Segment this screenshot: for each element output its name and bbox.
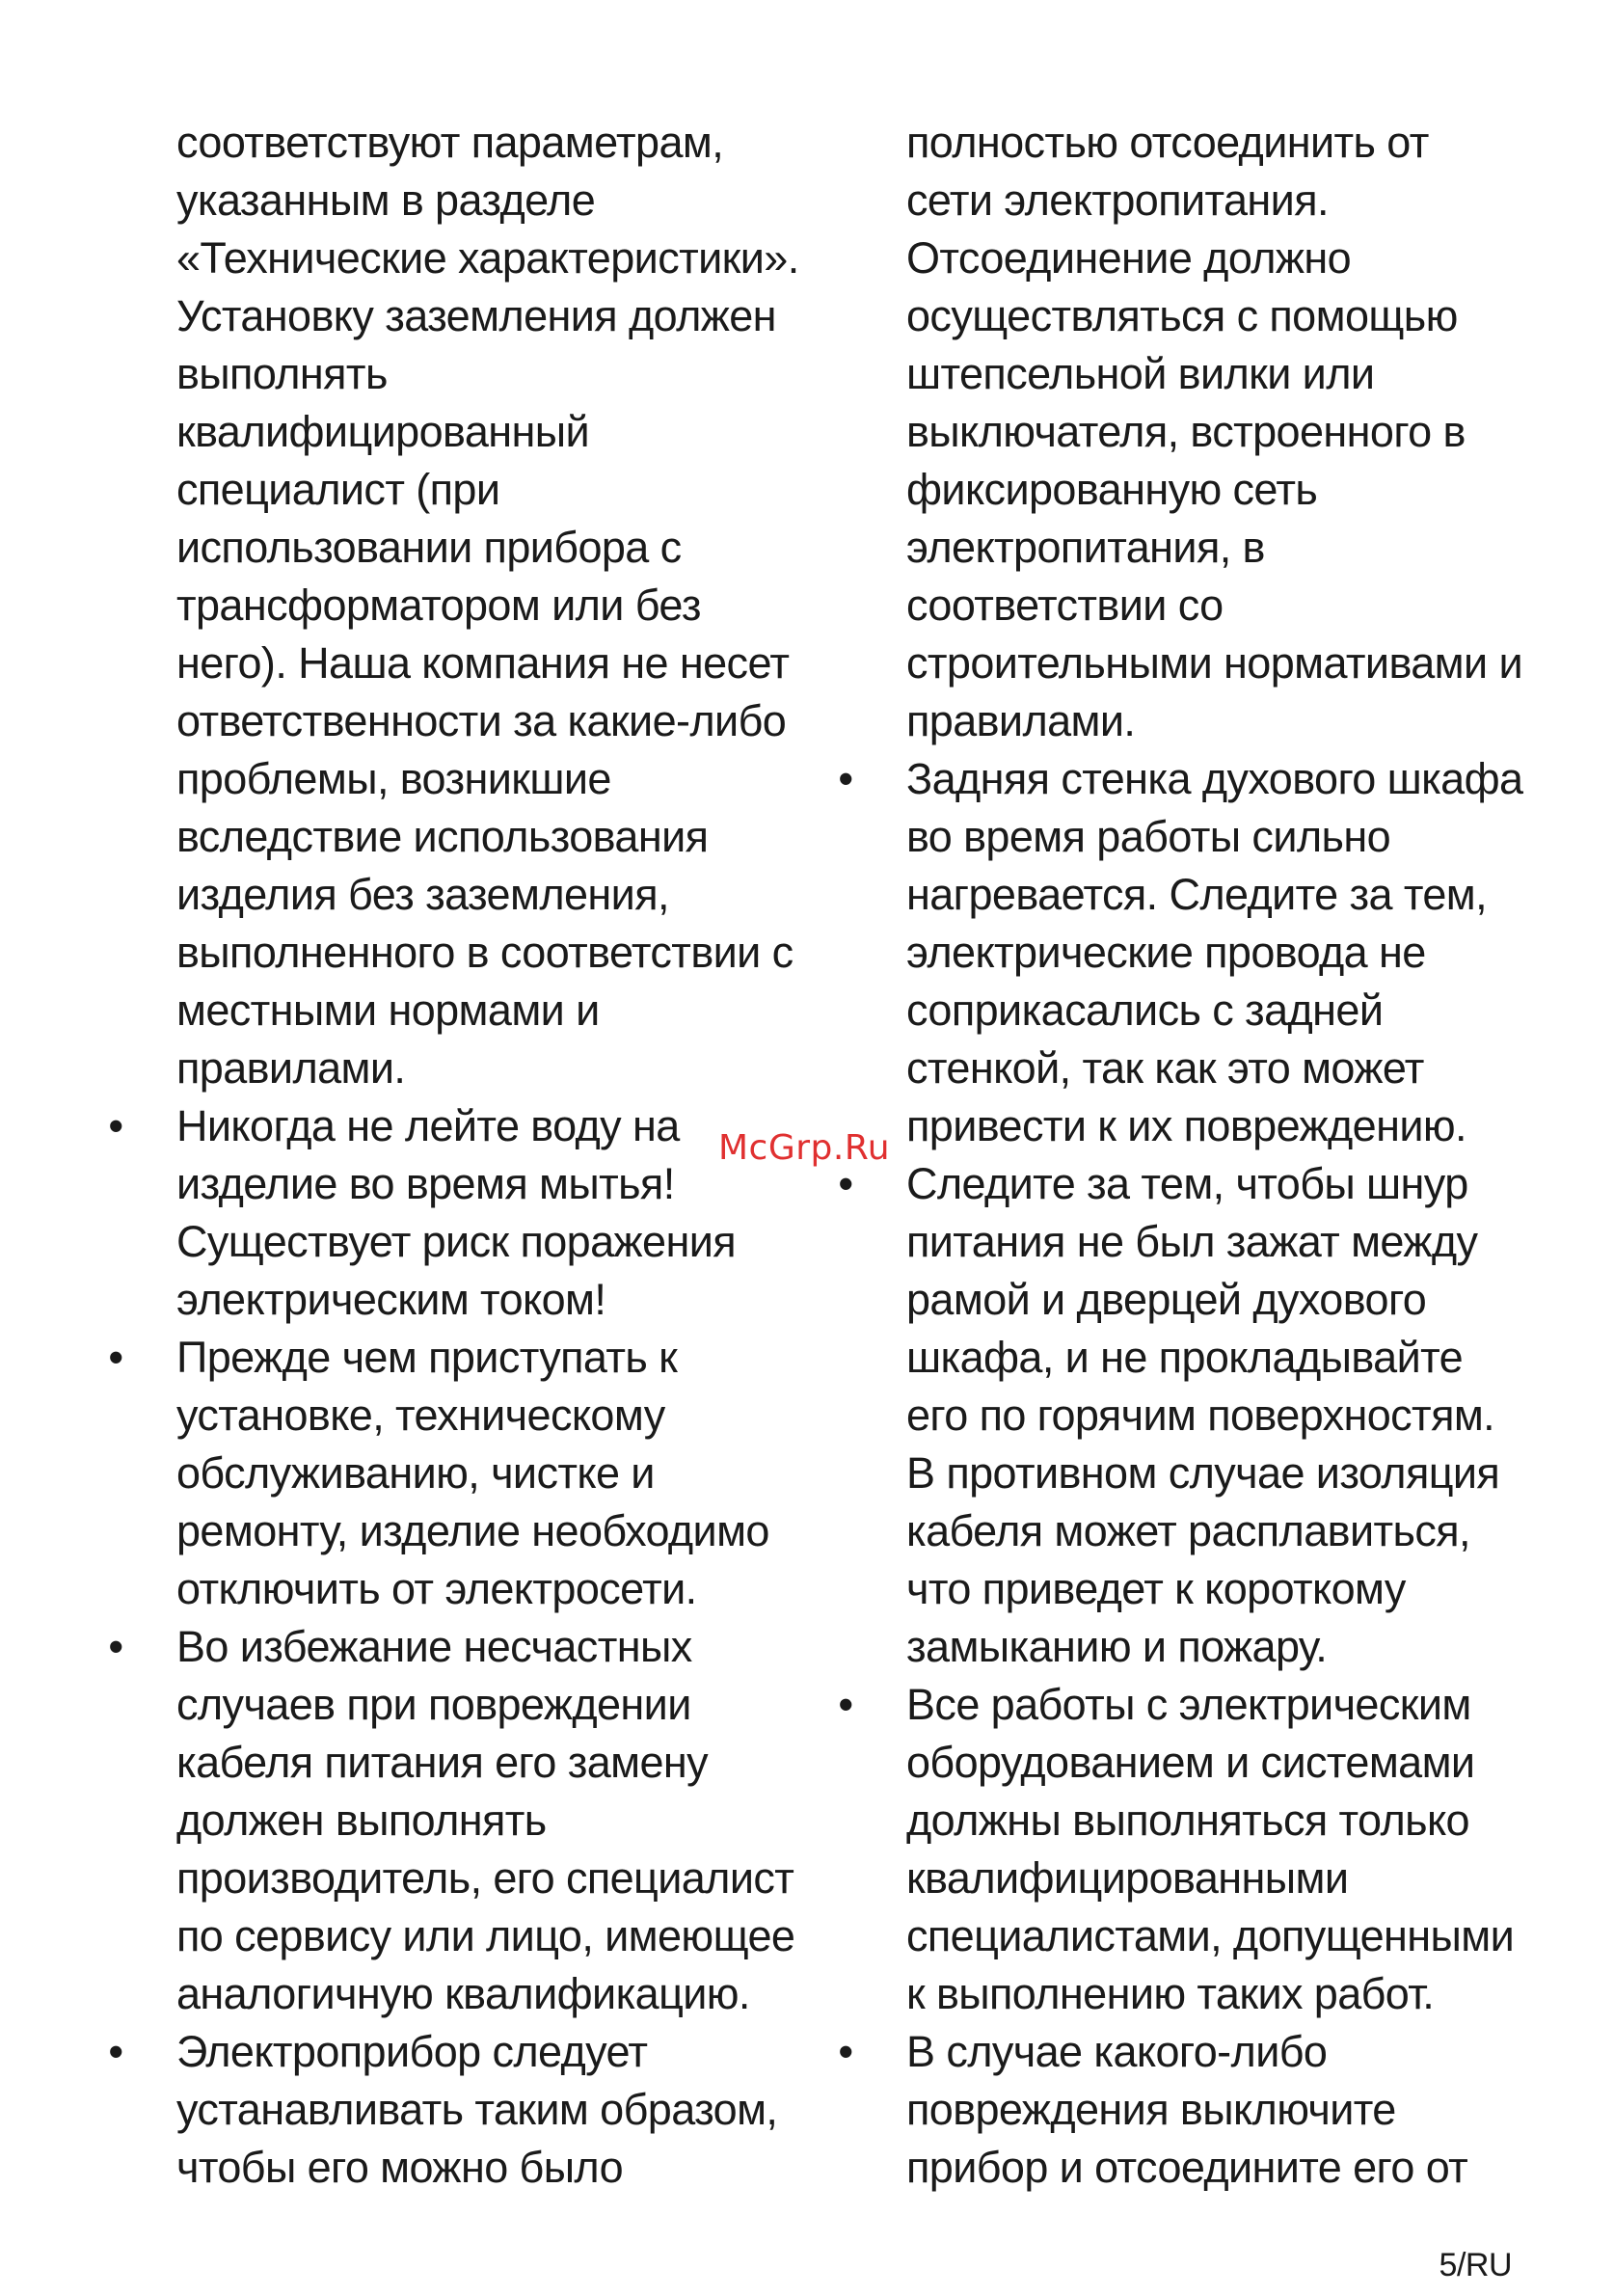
line-text: установке, техническому	[176, 1391, 665, 1440]
line-text: осуществляться с помощью	[906, 291, 1458, 340]
bullet-item-line	[104, 1097, 798, 1155]
line-text: изделия без заземления,	[176, 870, 669, 919]
line-text: ответственности за какие-либо	[176, 696, 787, 745]
line-text: повреждения выключите	[906, 2085, 1396, 2134]
line-text: прибор и отсоедините его от	[906, 2143, 1468, 2192]
text-line	[104, 2081, 798, 2139]
text-line	[834, 577, 1528, 635]
text-line	[834, 1387, 1528, 1445]
text-line	[834, 114, 1528, 172]
line-text: во время работы сильно	[906, 812, 1391, 861]
line-text: что приведет к короткому	[906, 1564, 1406, 1613]
bullet-marker: •	[108, 1101, 123, 1150]
line-text: по сервису или лицо, имеющее	[176, 1911, 795, 1960]
line-text: ремонту, изделие необходимо	[176, 1506, 769, 1555]
text-line	[834, 924, 1528, 982]
text-line	[834, 1502, 1528, 1560]
bullet-marker: •	[108, 1333, 123, 1382]
text-line	[104, 1502, 798, 1560]
line-text: правилами.	[906, 696, 1136, 745]
line-text: местными нормами и	[176, 986, 600, 1035]
line-text: аналогичную квалификацию.	[176, 1969, 750, 2018]
line-text: выполнять	[176, 349, 388, 398]
line-text: электрические провода не	[906, 928, 1426, 977]
text-line	[834, 345, 1528, 403]
line-text: стенкой, так как это может	[906, 1043, 1424, 1093]
line-text: кабеля может расплавиться,	[906, 1506, 1470, 1555]
bullet-item-line	[104, 1618, 798, 1676]
line-text: Электроприбор следует	[176, 2027, 648, 2076]
line-text: Установку заземления должен	[176, 291, 776, 340]
text-line	[104, 403, 798, 461]
line-text: шкафа, и не прокладывайте	[906, 1333, 1464, 1382]
line-text: штепсельной вилки или	[906, 349, 1375, 398]
line-text: квалифицированными	[906, 1853, 1349, 1903]
line-text: использовании прибора с	[176, 523, 682, 572]
line-text: квалифицированный	[176, 407, 590, 456]
text-line	[834, 1965, 1528, 2023]
line-text: В противном случае изоляция	[906, 1448, 1500, 1498]
text-line	[104, 345, 798, 403]
line-text: Прежде чем приступать к	[176, 1333, 678, 1382]
line-text: изделие во время мытья!	[176, 1159, 675, 1208]
bullet-marker: •	[108, 2027, 123, 2076]
line-text: электропитания, в	[906, 523, 1265, 572]
line-text: нагревается. Следите за тем,	[906, 870, 1488, 919]
left-column	[104, 114, 798, 2197]
text-line	[104, 1213, 798, 1271]
text-line	[104, 635, 798, 692]
text-line	[834, 1329, 1528, 1387]
text-line	[104, 1445, 798, 1502]
line-text: должны выполняться только	[906, 1796, 1469, 1845]
line-text: сети электропитания.	[906, 176, 1329, 225]
text-line	[834, 461, 1528, 519]
right-column	[834, 114, 1528, 2197]
text-line	[104, 1271, 798, 1329]
text-line	[104, 1792, 798, 1850]
bullet-marker: •	[838, 1159, 853, 1208]
text-line	[834, 1618, 1528, 1676]
line-text: выключателя, встроенного в	[906, 407, 1466, 456]
line-text: В случае какого-либо	[906, 2027, 1328, 2076]
text-line	[834, 403, 1528, 461]
line-text: обслуживанию, чистке и	[176, 1448, 655, 1498]
text-line	[104, 1387, 798, 1445]
bullet-item-line	[834, 1676, 1528, 1734]
line-text: трансформатором или без	[176, 581, 701, 630]
line-text: производитель, его специалист	[176, 1853, 794, 1903]
text-line	[834, 519, 1528, 577]
line-text: указанным в разделе	[176, 176, 596, 225]
text-line	[104, 692, 798, 750]
text-line	[104, 461, 798, 519]
line-text: Все работы с электрическим	[906, 1680, 1471, 1729]
line-text: Задняя стенка духового шкафа	[906, 754, 1523, 803]
text-line	[104, 1040, 798, 1097]
line-text: выполненного в соответствии с	[176, 928, 794, 977]
text-line	[104, 1155, 798, 1213]
bullet-item-line	[834, 750, 1528, 808]
line-text: него). Наша компания не несет	[176, 638, 790, 688]
text-line	[834, 1792, 1528, 1850]
text-line	[104, 114, 798, 172]
text-line	[104, 750, 798, 808]
text-line	[834, 1850, 1528, 1907]
line-text: «Технические характеристики».	[176, 233, 799, 283]
text-line	[834, 2081, 1528, 2139]
line-text: проблемы, возникшие	[176, 754, 611, 803]
line-text: чтобы его можно было	[176, 2143, 624, 2192]
line-text: питания не был зажат между	[906, 1217, 1478, 1266]
text-line	[834, 1560, 1528, 1618]
text-line	[834, 287, 1528, 345]
watermark-text: McGrp.Ru	[718, 1128, 891, 1168]
text-line	[834, 1907, 1528, 1965]
text-line	[834, 1734, 1528, 1792]
text-line	[834, 230, 1528, 287]
line-text: специалист (при	[176, 465, 500, 514]
bullet-marker: •	[838, 2027, 853, 2076]
line-text: соответствии со	[906, 581, 1224, 630]
line-text: фиксированную сеть	[906, 465, 1318, 514]
line-text: строительными нормативами и	[906, 638, 1522, 688]
line-text: замыканию и пожару.	[906, 1622, 1328, 1671]
text-line	[104, 1734, 798, 1792]
text-line	[104, 808, 798, 866]
line-text: Следите за тем, чтобы шнур	[906, 1159, 1468, 1208]
bullet-item-line	[834, 2023, 1528, 2081]
text-line	[834, 172, 1528, 230]
line-text: электрическим током!	[176, 1275, 606, 1324]
bullet-item-line	[104, 1329, 798, 1387]
line-text: привести к их повреждению.	[906, 1101, 1466, 1150]
line-text: Отсоединение должно	[906, 233, 1352, 283]
text-line	[834, 982, 1528, 1040]
line-text: вследствие использования	[176, 812, 709, 861]
text-line	[834, 692, 1528, 750]
bullet-item-line	[834, 1155, 1528, 1213]
text-line	[834, 1213, 1528, 1271]
text-line	[104, 1850, 798, 1907]
page-number: 5/RU	[1439, 2247, 1512, 2283]
text-line	[834, 1040, 1528, 1097]
line-text: Во избежание несчастных	[176, 1622, 692, 1671]
text-line	[834, 635, 1528, 692]
text-line	[104, 172, 798, 230]
line-text: кабеля питания его замену	[176, 1738, 709, 1787]
line-text: соприкасались с задней	[906, 986, 1384, 1035]
bullet-marker: •	[108, 1622, 123, 1671]
line-text: правилами.	[176, 1043, 406, 1093]
line-text: оборудованием и системами	[906, 1738, 1475, 1787]
line-text: устанавливать таким образом,	[176, 2085, 778, 2134]
text-line	[104, 287, 798, 345]
line-text: соответствуют параметрам,	[176, 118, 724, 167]
line-text: полностью отсоединить от	[906, 118, 1429, 167]
line-text: должен выполнять	[176, 1796, 547, 1845]
text-line	[834, 2139, 1528, 2197]
text-line	[104, 982, 798, 1040]
text-line	[834, 866, 1528, 924]
bullet-marker: •	[838, 1680, 853, 1729]
text-line	[834, 1445, 1528, 1502]
line-text: специалистами, допущенными	[906, 1911, 1515, 1960]
line-text: рамой и дверцей духового	[906, 1275, 1427, 1324]
text-line	[104, 519, 798, 577]
line-text: случаев при повреждении	[176, 1680, 691, 1729]
text-line	[834, 808, 1528, 866]
text-line	[104, 924, 798, 982]
text-line	[834, 1271, 1528, 1329]
text-line	[104, 2139, 798, 2197]
text-line	[104, 230, 798, 287]
text-line	[834, 1097, 1528, 1155]
text-line	[104, 1560, 798, 1618]
line-text: отключить от электросети.	[176, 1564, 697, 1613]
text-line	[104, 866, 798, 924]
line-text: к выполнению таких работ.	[906, 1969, 1435, 2018]
bullet-marker: •	[838, 754, 853, 803]
text-line	[104, 1965, 798, 2023]
text-line	[104, 1676, 798, 1734]
text-line	[104, 1907, 798, 1965]
line-text: Существует риск поражения	[176, 1217, 736, 1266]
line-text: его по горячим поверхностям.	[906, 1391, 1495, 1440]
bullet-item-line	[104, 2023, 798, 2081]
text-line	[104, 577, 798, 635]
line-text: Никогда не лейте воду на	[176, 1101, 680, 1150]
